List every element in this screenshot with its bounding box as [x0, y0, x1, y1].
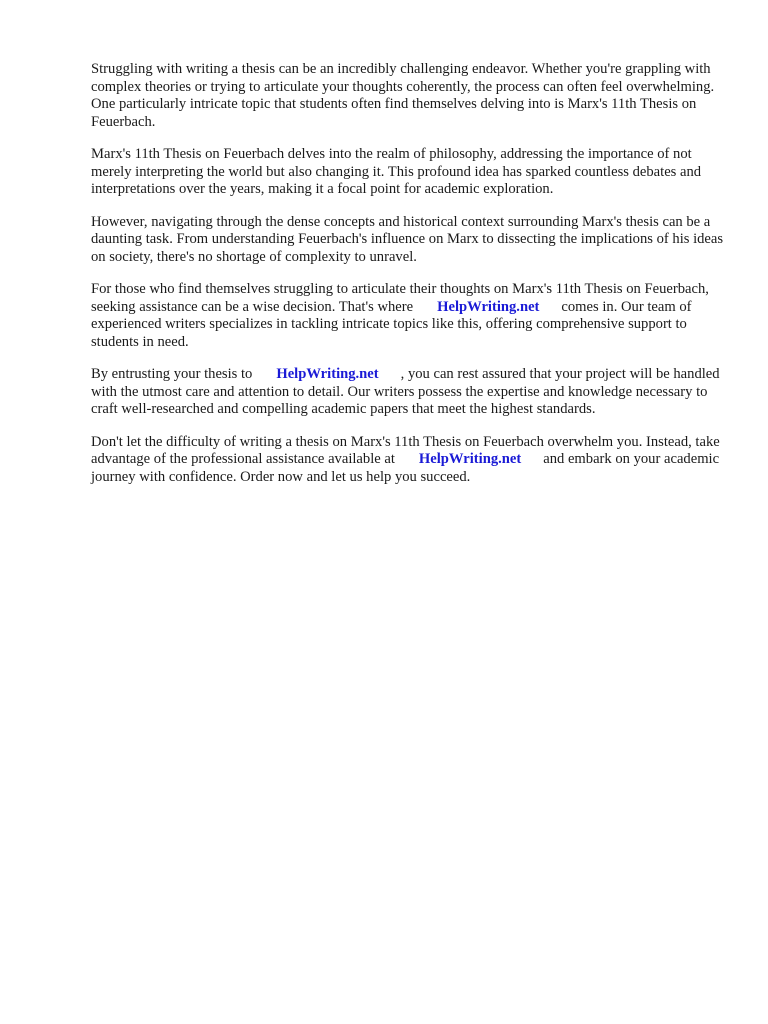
paragraph-closing-text-before: Don't let the difficulty of writing a thesis on Marx's 11th Thesis on Feuerbach overwhelm you. Instead, take advantage of the professional assistance available at: [91, 433, 720, 467]
paragraph-entrusting-text-after: , you can rest assured that your project will be handled with the utmost care and attention to detail. Our writers possess the expertise and knowledge necessary to craft well-researched and compelling academic papers that meet the highest standards.: [91, 366, 720, 417]
paragraph-entrusting-text-before: By entrusting your thesis to: [91, 366, 253, 382]
paragraph-intro: Struggling with writing a thesis can be an incredibly challenging endeavor. Whether you're grappling with complex theories or trying to articulate your thoughts coherently, the process can often feel overwhelming. One particularly intricate topic that students often find themselves delving into is Marx's 11th Thesis on Feuerbach.: [91, 61, 715, 130]
paragraph-closing: [91, 434, 731, 487]
document-body: [91, 61, 731, 501]
paragraph-assistance-text-after: comes in. Our team of experienced writers specializes in tackling intricate topics like this, offering comprehensive support to students in need.: [91, 298, 692, 350]
paragraph-complexity: However, navigating through the dense concepts and historical context surrounding Marx's thesis can be a daunting task. From understanding Feuerbach's influence on Marx to dissecting the implications of his ideas on society, there's no shortage of complexity to unravel.: [91, 213, 724, 265]
paragraph-closing-text-after: and embark on your academic journey with confidence. Order now and let us help you succeed.: [91, 451, 720, 485]
helpwriting-link-3[interactable]: HelpWriting.net: [418, 451, 522, 467]
paragraph-assistance-text-before: For those who find themselves struggling to articulate their thoughts on Marx's 11th Thesis on Feuerbach, seeking assistance can be a wise decision. That's where: [91, 281, 709, 315]
paragraph-assistance: [91, 281, 731, 351]
paragraph-entrusting: [91, 366, 731, 419]
helpwriting-link-1[interactable]: HelpWriting.net: [437, 298, 540, 315]
paragraph-thesis-overview: Marx's 11th Thesis on Feuerbach delves into the realm of philosophy, addressing the importance of not merely interpreting the world but also changing it. This profound idea has sparked countless debates and interpretations over the years, making it a focal point for academic exploration.: [91, 146, 702, 197]
helpwriting-link-2[interactable]: HelpWriting.net: [276, 366, 379, 382]
